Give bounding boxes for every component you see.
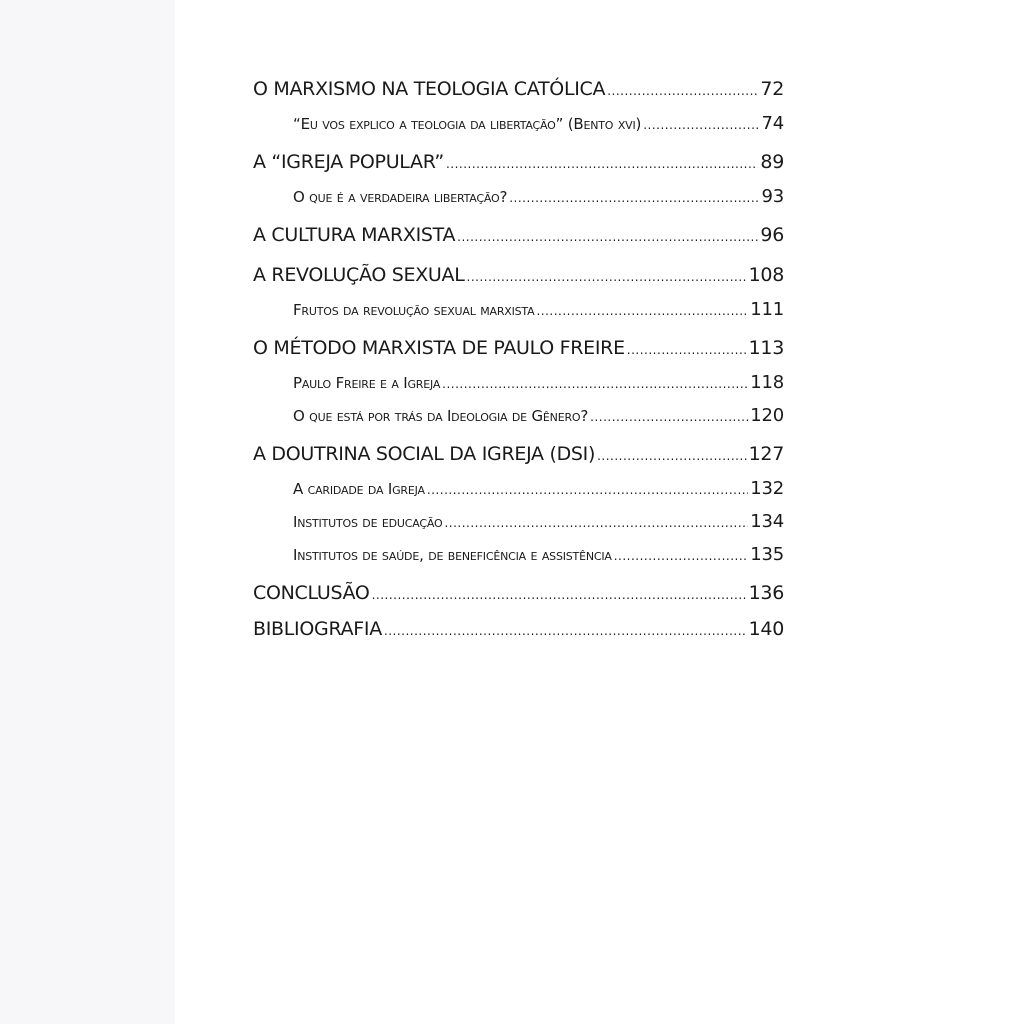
toc-entry-title: A CULTURA MARXISTA: [253, 224, 456, 246]
dot-leader: [627, 332, 747, 368]
dot-leader: [590, 401, 748, 434]
dot-leader: [614, 540, 749, 573]
toc-entry-page: 93: [761, 186, 784, 207]
toc-entry-section: [253, 180, 784, 213]
toc-entry-title: CONCLUSÃO: [253, 582, 370, 604]
toc-entry-title: A “IGREJA POPULAR”: [253, 151, 444, 173]
toc-entry-title: O que está por trás da Ideologia de Gênero?: [293, 407, 589, 425]
dot-leader: [643, 109, 759, 142]
toc-entry-section: [253, 505, 784, 538]
toc-entry-title: A DOUTRINA SOCIAL DA IGREJA (DSI): [253, 443, 596, 465]
dot-leader: [384, 613, 747, 649]
toc-entry-page: 120: [750, 405, 784, 426]
dot-leader: [427, 474, 748, 507]
dot-leader: [607, 73, 758, 109]
toc-entry-chapter: [253, 436, 784, 472]
toc-entry-page: 118: [750, 372, 784, 393]
dot-leader: [536, 295, 748, 328]
toc-entry-chapter: [253, 71, 784, 107]
toc-entry-title: O que é a verdadeira libertação?: [293, 188, 508, 206]
toc-entry-page: 113: [748, 337, 784, 359]
toc-entry-page: 136: [748, 582, 784, 604]
toc-entry-title: Frutos da revolução sexual marxista: [293, 301, 535, 319]
toc-entry-page: 111: [750, 299, 784, 320]
toc-entry-section: [253, 293, 784, 326]
toc-entry-chapter: [253, 330, 784, 366]
toc-entry-chapter: [253, 144, 784, 180]
toc-entry-title: Paulo Freire e a Igreja: [293, 374, 441, 392]
toc-entry-page: 127: [748, 443, 784, 465]
toc-entry-title: A caridade da Igreja: [293, 480, 425, 498]
toc-entry-title: A REVOLUÇÃO SEXUAL: [253, 264, 465, 286]
toc-entry-title: Institutos de educação: [293, 513, 443, 531]
toc-entry-title: Institutos de saúde, de beneficência e assistência: [293, 546, 612, 564]
toc-entry-section: [253, 366, 784, 399]
dot-leader: [442, 368, 748, 401]
toc-entry-chapter: [253, 217, 784, 253]
toc-entry-page: 108: [748, 264, 784, 286]
toc-entry-title: “Eu vos explico a teologia da libertação” (Bento xvi): [293, 115, 642, 133]
dot-leader: [597, 438, 747, 474]
dot-leader: [509, 182, 759, 215]
toc-entry-chapter: [253, 611, 784, 647]
toc-entry-section: [253, 472, 784, 505]
toc-entry-page: 135: [750, 544, 784, 565]
toc-entry-page: 74: [761, 113, 784, 134]
toc-entry-page: 96: [760, 224, 784, 246]
toc-entry-title: BIBLIOGRAFIA: [253, 618, 382, 640]
dot-leader: [457, 219, 758, 255]
toc-entry-page: 89: [760, 151, 784, 173]
toc-entry-chapter: [253, 575, 784, 611]
toc-entry-title: O MARXISMO NA TEOLOGIA CATÓLICA: [253, 78, 606, 100]
toc-entry-page: 132: [750, 478, 784, 499]
dot-leader: [372, 577, 747, 613]
toc-entry-title: O MÉTODO MARXISTA DE PAULO FREIRE: [253, 337, 625, 359]
toc-entry-page: 140: [748, 618, 784, 640]
dot-leader: [467, 259, 747, 295]
page-margin-shadow: [0, 0, 175, 1024]
toc-entry-page: 134: [750, 511, 784, 532]
table-of-contents: [253, 71, 784, 647]
dot-leader: [444, 507, 748, 540]
toc-entry-section: [253, 107, 784, 140]
toc-entry-chapter: [253, 257, 784, 293]
toc-entry-section: [253, 399, 784, 432]
toc-entry-page: 72: [760, 78, 784, 100]
toc-entry-section: [253, 538, 784, 571]
dot-leader: [446, 146, 758, 182]
